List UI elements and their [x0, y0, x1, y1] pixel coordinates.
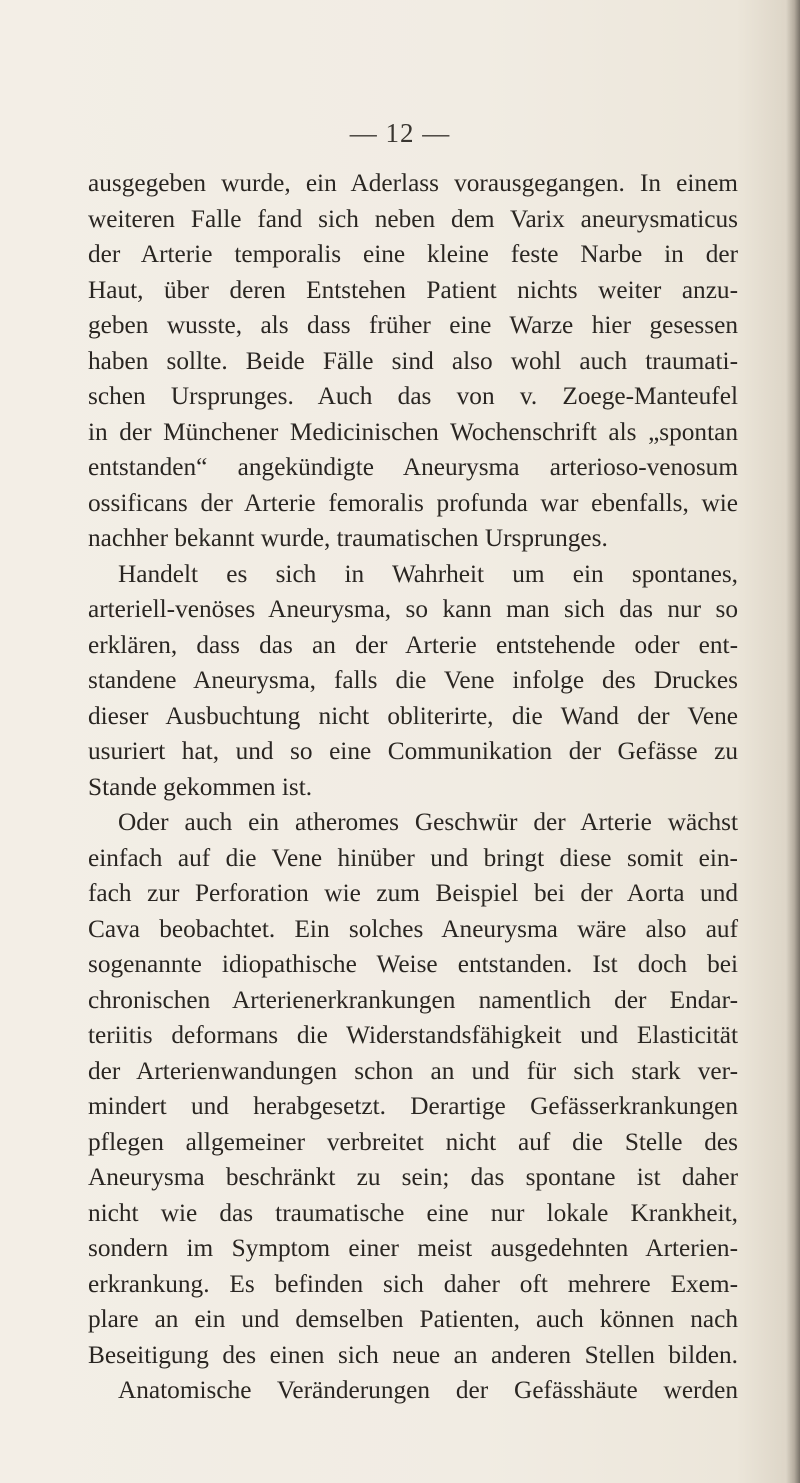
text-line: Handelt es sich in Wahrheit um ein spontanes, [118, 559, 738, 588]
text-line: geben wusste, als dass früher eine Warze hier gesessen [88, 311, 738, 339]
text-line: sogenannte idiopathische Weise entstanden. Ist doch bei [88, 950, 738, 978]
text-line: arteriell-venöses Aneurysma, so kann man sich das nur so [88, 595, 738, 623]
text-line: schen Ursprunges. Auch das von v. Zoege-Manteufel [88, 382, 738, 410]
text-line: sondern im Symptom einer meist ausgedehnten Arterien- [88, 1234, 738, 1262]
text-line: in der Münchener Medicinischen Wochenschrift als „spontan [88, 417, 738, 446]
text-line: Stande gekommen ist. [88, 772, 313, 801]
text-line: dieser Ausbuchtung nicht obliterirte, die Wand der Vene [88, 701, 738, 730]
text-line: ausgegeben wurde, ein Aderlass vorausgegangen. In einem [88, 169, 738, 197]
text-line: entstanden“ angekündigte Aneurysma arterioso-venosum [88, 453, 738, 481]
text-line: mindert und herabgesetzt. Derartige Gefässerkrankungen [88, 1092, 738, 1120]
text-line: nachher bekannt wurde, traumatischen Ursprunges. [88, 524, 608, 552]
text-line: usuriert hat, und so eine Communikation der Gefässe zu [88, 737, 738, 765]
text-line: standene Aneurysma, falls die Vene infolge des Druckes [88, 666, 738, 694]
text-line: Beseitigung des einen sich neue an anderen Stellen bilden. [88, 1340, 738, 1369]
text-line: Aneurysma beschränkt zu sein; das spontane ist daher [88, 1163, 738, 1191]
page-edge-shadow [786, 0, 800, 1483]
text-line: ossificans der Arterie femoralis profunda war ebenfalls, wie [88, 488, 738, 517]
text-line: haben sollte. Beide Fälle sind also wohl auch traumati- [88, 346, 738, 375]
text-line: weiteren Falle fand sich neben dem Varix aneurysmaticus [88, 204, 738, 233]
text-line: erklären, dass das an der Arterie entstehende oder ent- [88, 630, 738, 659]
text-line: der Arterienwandungen schon an und für sich stark ver- [88, 1056, 738, 1085]
page-number: — 12 — [349, 118, 451, 148]
text-line: Cava beobachtet. Ein solches Aneurysma wäre also auf [88, 914, 738, 943]
body-text [88, 166, 738, 1409]
text-line: Anatomische Veränderungen der Gefässhäute werden [118, 1376, 738, 1404]
text-line: plare an ein und demselben Patienten, auch können nach [88, 1305, 738, 1333]
text-line: der Arterie temporalis eine kleine feste Narbe in der [88, 240, 738, 268]
text-line: Haut, über deren Entstehen Patient nichts weiter anzu- [88, 275, 738, 304]
text-line: einfach auf die Vene hinüber und bringt diese somit ein- [88, 843, 738, 872]
text-line: erkrankung. Es befinden sich daher oft mehrere Exem- [88, 1269, 738, 1298]
text-line: pflegen allgemeiner verbreitet nicht auf die Stelle des [88, 1127, 738, 1156]
text-line: chronischen Arterienerkrankungen namentlich der Endar- [88, 985, 738, 1014]
text-line: nicht wie das traumatische eine nur lokale Krankheit, [88, 1198, 738, 1227]
text-line: teriitis deformans die Widerstandsfähigkeit und Elasticität [88, 1021, 738, 1049]
text-line: Oder auch ein atheromes Geschwür der Arterie wächst [118, 808, 738, 836]
text-line: fach zur Perforation wie zum Beispiel bei der Aorta und [88, 879, 738, 907]
